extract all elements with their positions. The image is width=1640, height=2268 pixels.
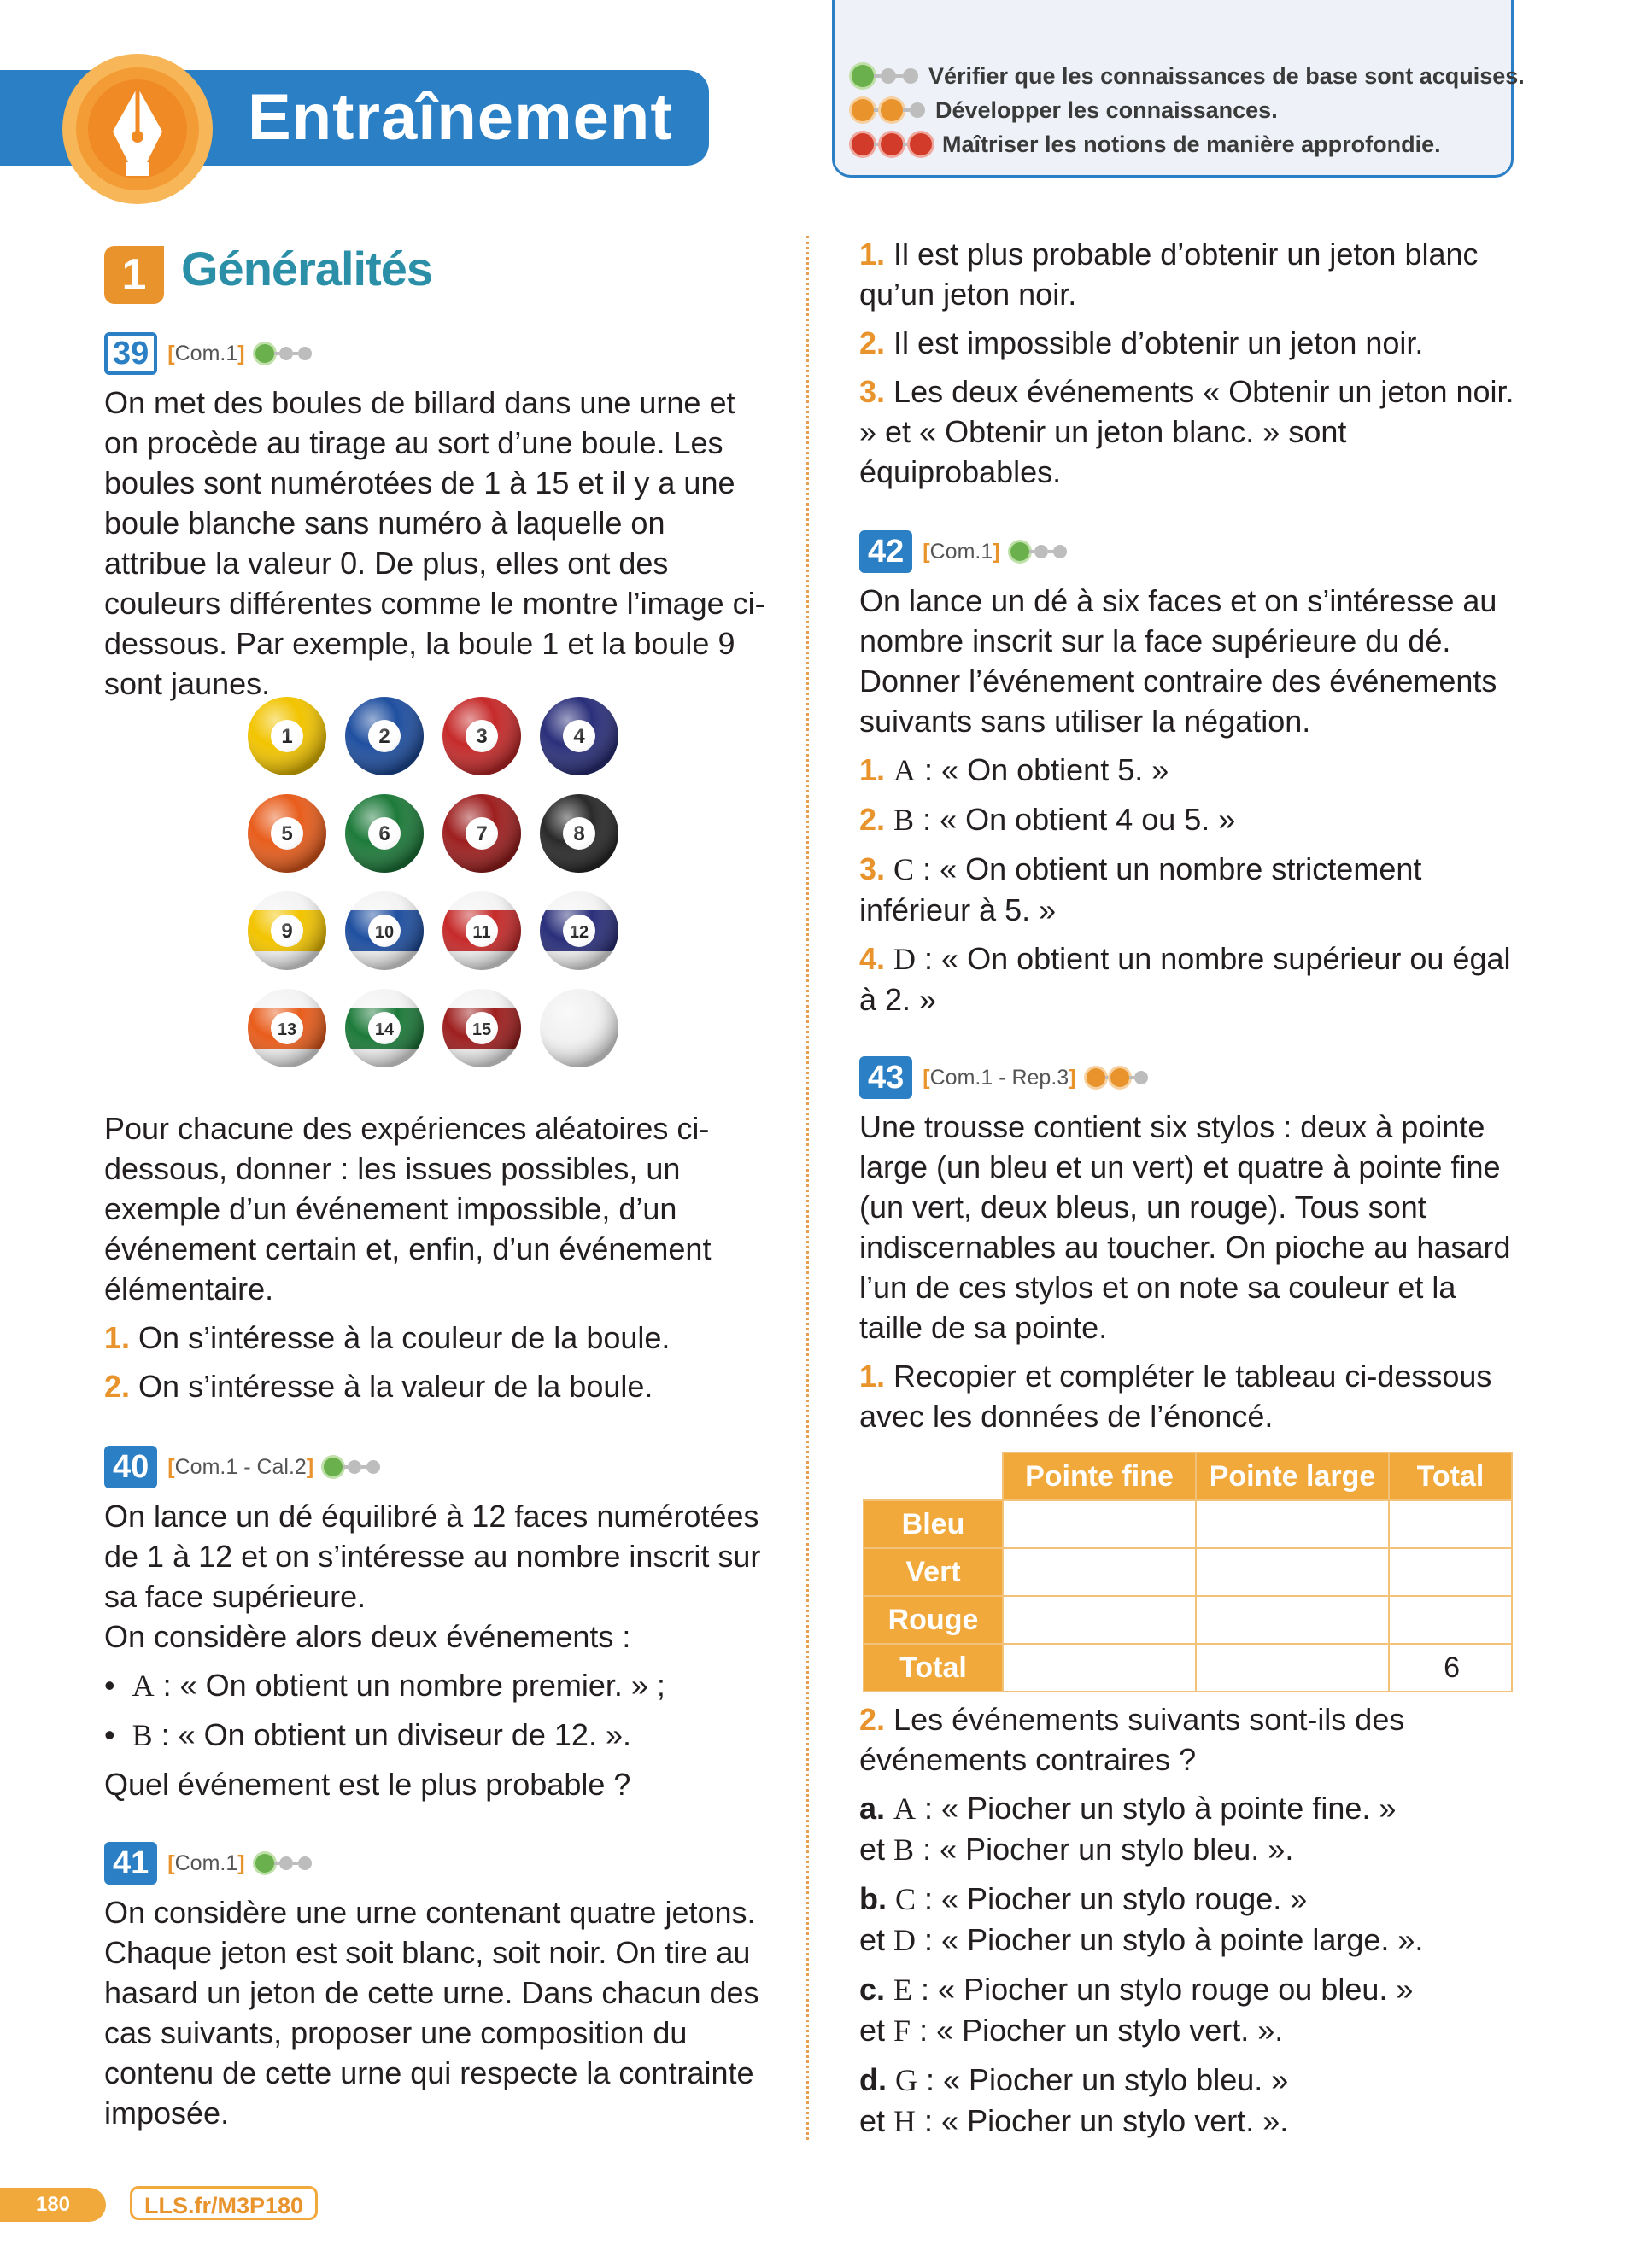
difficulty-1-icon xyxy=(255,344,312,363)
billiard-ball-5 xyxy=(248,794,326,873)
legend-text: Développer les connaissances. xyxy=(935,96,1278,123)
table-header: Pointe large xyxy=(1196,1453,1389,1500)
difficulty-legend xyxy=(832,0,1525,178)
question-item: 1. A : « On obtient 5. » xyxy=(859,752,1169,787)
exercise-intro: On met des boules de billard dans une urne et on procède au tirage au sort d’une boule. Les boules sont numérotées de 1 à 15 et il y a une boule blanche sans numéro à laquelle on attribue la valeur 0. De plus, elles ont des couleurs différentes comme le montre l’image ci-dessous. Par exemple, la boule 1 et la boule 9 sont jaunes. xyxy=(104,385,765,701)
pens-table xyxy=(863,1452,1513,1692)
question-item: 2. Il est impossible d’obtenir un jeton noir. xyxy=(859,325,1424,360)
billiard-ball-10 xyxy=(345,891,424,970)
exercise-header xyxy=(104,330,770,377)
row-label: Bleu xyxy=(864,1500,1003,1548)
question-item: 2. On s’intéresse à la valeur de la boule. xyxy=(104,1369,653,1404)
table-row xyxy=(864,1548,1512,1596)
billiard-ball-white xyxy=(540,989,618,1067)
table-cell xyxy=(1196,1500,1389,1548)
table-cell xyxy=(1389,1500,1512,1548)
exercise-intro: On lance un dé équilibré à 12 faces numérotées de 1 à 12 et on s’intéresse au nombre inscrit sur sa face supérieure. xyxy=(104,1499,761,1614)
exercise-39 xyxy=(104,330,770,704)
question-item: 2. B : « On obtient 4 ou 5. » xyxy=(859,802,1236,837)
exercise-43 xyxy=(859,1054,1526,1436)
exercise-header xyxy=(859,528,1526,576)
table-row xyxy=(864,1644,1512,1692)
skill-tag: [Com.1 - Rep.3] xyxy=(922,1065,1076,1090)
event-pair: d. G : « Piocher un stylo bleu. » et H : « Piocher un stylo vert. ». xyxy=(859,2062,1289,2138)
table-corner xyxy=(864,1453,1003,1500)
resource-link[interactable]: LLS.fr/M3P180 xyxy=(130,2186,318,2220)
exercise-number: 43 xyxy=(859,1056,912,1099)
exercise-header xyxy=(104,1443,770,1491)
question-item: 1. Recopier et compléter le tableau ci-dessous avec les données de l’énoncé. xyxy=(859,1359,1492,1434)
exercise-question: Quel événement est le plus probable ? xyxy=(104,1767,631,1802)
table-row xyxy=(864,1500,1512,1548)
table-cell xyxy=(1003,1548,1196,1596)
question-item: 1. Il est plus probable d’obtenir un jeton blanc qu’un jeton noir. xyxy=(859,237,1479,312)
billiard-ball-12 xyxy=(540,891,618,970)
difficulty-1-icon xyxy=(255,1854,312,1873)
exercise-intro: Une trousse contient six stylos : deux à pointe large (un bleu et un vert) et quatre à pointe fine (un vert, deux bleus, un rouge). Tous sont indiscernables au toucher. On pioche au hasard l’un de ces stylos et on note sa couleur et la taille de sa pointe. xyxy=(859,1109,1511,1345)
exercise-intro-2: On considère alors deux événements : xyxy=(104,1619,631,1654)
section-title: Généralités xyxy=(181,242,433,295)
billiard-ball-13 xyxy=(248,989,326,1067)
legend-text: Vérifier que les connaissances de base sont acquises. xyxy=(928,62,1525,89)
skill-tag: [Com.1] xyxy=(167,341,245,365)
billiard-ball-15 xyxy=(442,989,521,1067)
billiard-ball-3 xyxy=(442,697,521,775)
exercise-number: 41 xyxy=(104,1842,157,1885)
table-header: Pointe fine xyxy=(1003,1453,1196,1500)
exercise-intro: On considère une urne contenant quatre jetons. Chaque jeton est soit blanc, soit noir. On tire au hasard un jeton de cette urne. Dans chacun des cas suivants, proposer une composition du contenu de cette urne qui respecte la contrainte imposée. xyxy=(104,1895,759,2131)
section-number: 1 xyxy=(104,246,164,304)
difficulty-1-icon xyxy=(324,1458,380,1476)
skill-tag: [Com.1] xyxy=(922,539,1000,564)
legend-text: Maîtriser les notions de manière approfondie. xyxy=(942,131,1441,157)
question-item: 3. C : « On obtient un nombre strictement inférieur à 5. » xyxy=(859,851,1422,927)
exercise-intro: On lance un dé à six faces et on s’intéresse au nombre inscrit sur la face supérieure du dé. Donner l’événement contraire des événements suivants sans utiliser la négation. xyxy=(859,583,1497,739)
billiard-balls-image xyxy=(241,690,627,1076)
exercise-number: 39 xyxy=(104,332,157,375)
question-item: 2. Les événements suivants sont-ils des événements contraires ? xyxy=(859,1702,1405,1777)
exercise-header xyxy=(104,1839,770,1887)
difficulty-2-icon xyxy=(852,99,925,121)
row-label: Rouge xyxy=(864,1596,1003,1644)
exercise-header xyxy=(859,1054,1526,1102)
table-cell xyxy=(1196,1548,1389,1596)
skill-tag: [Com.1 - Cal.2] xyxy=(167,1454,314,1479)
difficulty-1-icon xyxy=(852,65,918,87)
billiard-ball-7 xyxy=(442,794,521,873)
exercise-number: 40 xyxy=(104,1446,157,1488)
exercise-40 xyxy=(104,1443,770,1804)
difficulty-2-icon xyxy=(1086,1068,1148,1087)
event-pair: a. A : « Piocher un stylo à pointe fine. » et B : « Piocher un stylo bleu. ». xyxy=(859,1791,1397,1867)
row-label: Total xyxy=(864,1644,1003,1692)
exercise-41-questions xyxy=(859,234,1526,492)
billiard-ball-6 xyxy=(345,794,424,873)
exercise-number: 42 xyxy=(859,530,912,573)
question-item: 3. Les deux événements « Obtenir un jeton noir. » et « Obtenir un jeton blanc. » sont équiprobables. xyxy=(859,374,1514,489)
page-title: Entraînement xyxy=(248,81,673,154)
bullet-item: • B : « On obtient un diviseur de 12. ». xyxy=(104,1717,631,1752)
event-pair: b. C : « Piocher un stylo rouge. » et D : « Piocher un stylo à pointe large. ». xyxy=(859,1881,1424,1957)
billiard-ball-11 xyxy=(442,891,521,970)
question-item: 1. On s’intéresse à la couleur de la boule. xyxy=(104,1320,671,1355)
exercise-42 xyxy=(859,528,1526,1020)
table-cell xyxy=(1003,1644,1196,1692)
exercise-39-questions xyxy=(104,1108,770,1406)
billiard-ball-4 xyxy=(540,697,618,775)
table-cell xyxy=(1389,1596,1512,1644)
billiard-ball-1 xyxy=(248,697,326,775)
billiard-ball-8 xyxy=(540,794,618,873)
legend-row-3 xyxy=(852,127,1441,161)
table-header-row xyxy=(864,1453,1512,1500)
exercise-question: Pour chacune des expériences aléatoires ci-dessous, donner : les issues possibles, un exemple d’un événement impossible, d’un événement certain et, enfin, d’un événement élémentaire. xyxy=(104,1111,712,1306)
billiard-ball-9 xyxy=(248,891,326,970)
bullet-item: • A : « On obtient un nombre premier. » ; xyxy=(104,1668,665,1703)
table-cell: 6 xyxy=(1389,1644,1512,1692)
table-header: Total xyxy=(1389,1453,1512,1500)
page-number: 180 xyxy=(0,2188,106,2222)
pen-nib-icon xyxy=(62,53,214,205)
table-row xyxy=(864,1596,1512,1644)
table-cell xyxy=(1003,1500,1196,1548)
difficulty-3-icon xyxy=(852,133,932,155)
skill-tag: [Com.1] xyxy=(167,1850,245,1875)
billiard-ball-2 xyxy=(345,697,424,775)
exercise-41 xyxy=(104,1839,770,2133)
event-pair: c. E : « Piocher un stylo rouge ou bleu. » et F : « Piocher un stylo vert. ». xyxy=(859,1972,1414,2048)
legend-row-2 xyxy=(852,93,1278,127)
exercise-43-questions xyxy=(859,1699,1526,2142)
row-label: Vert xyxy=(864,1548,1003,1596)
column-separator xyxy=(806,236,809,2140)
table-cell xyxy=(1003,1596,1196,1644)
table-cell xyxy=(1196,1644,1389,1692)
legend-row-1 xyxy=(852,59,1525,93)
question-item: 4. D : « On obtient un nombre supérieur ou égal à 2. » xyxy=(859,941,1511,1017)
table-cell xyxy=(1389,1548,1512,1596)
table-cell xyxy=(1196,1596,1389,1644)
difficulty-1-icon xyxy=(1010,542,1067,561)
billiard-ball-14 xyxy=(345,989,424,1067)
